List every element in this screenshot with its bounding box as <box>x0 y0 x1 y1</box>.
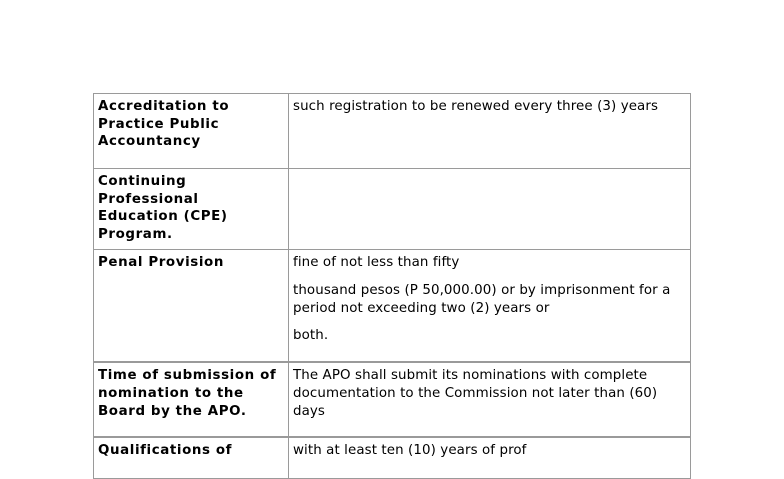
row-value <box>289 250 691 363</box>
row-label: Time of submission of nomination to the Board by the APO. <box>94 362 289 437</box>
row-paragraph: The APO shall submit its nominations with complete documentation to the Commission not later than (60) days <box>293 368 658 419</box>
row-label: Continuing Professional Education (CPE) Program. <box>94 169 289 250</box>
row-label: Accreditation to Practice Public Accountancy <box>94 94 289 169</box>
row-paragraph: with at least ten (10) years of prof <box>293 443 527 459</box>
row-value <box>289 169 691 250</box>
provisions-table <box>93 93 691 479</box>
row-label: Qualifications of <box>94 437 289 479</box>
row-paragraph: such registration to be renewed every three (3) years <box>293 99 659 114</box>
row-label: Penal Provision <box>94 250 289 363</box>
row-value <box>289 437 691 479</box>
row-paragraph: fine of not less than fifty <box>293 255 460 271</box>
row-paragraph: both. <box>293 328 329 344</box>
row-paragraph: thousand pesos (P 50,000.00) or by imprisonment for a period not exceeding two (2) years or <box>293 282 671 316</box>
row-value <box>289 362 691 437</box>
table-row <box>94 250 691 363</box>
table-row <box>94 169 691 250</box>
table-row <box>94 362 691 437</box>
table-row <box>94 437 691 479</box>
row-value <box>289 94 691 169</box>
table-row <box>94 94 691 169</box>
